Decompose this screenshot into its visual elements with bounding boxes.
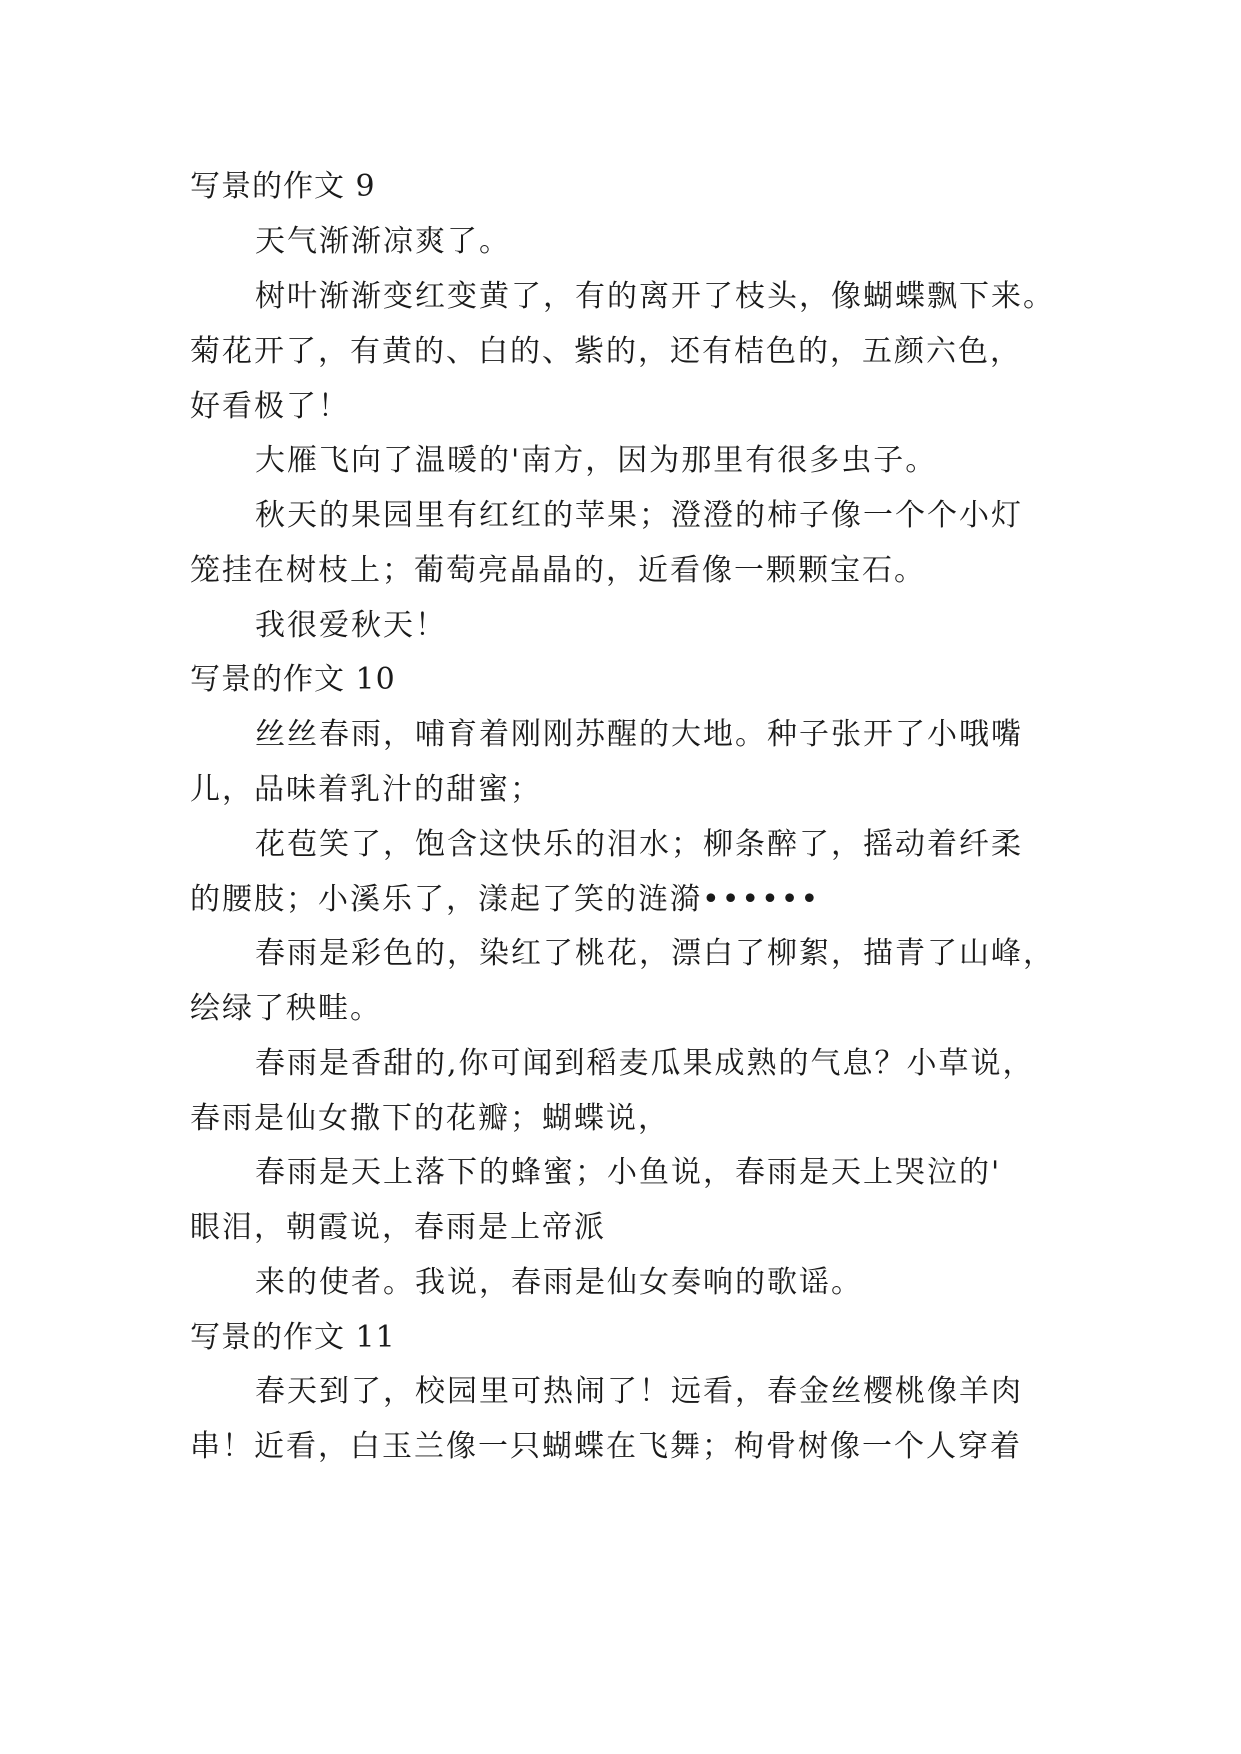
- paragraph-line: 我很爱秋天！: [255, 608, 447, 643]
- paragraph-line: 春雨是天上落下的蜂蜜；小鱼说，春雨是天上哭泣的': [255, 1155, 1002, 1190]
- paragraph-line: 春天到了，校园里可热闹了！远看，春金丝樱桃像羊肉: [255, 1374, 1023, 1409]
- paragraph-line: 树叶渐渐变红变黄了，有的离开了枝头，像蝴蝶飘下来。: [255, 279, 1055, 314]
- paragraph-line: 天气渐渐凉爽了。: [255, 224, 511, 259]
- paragraph-line: 儿，品味着乳汁的甜蜜；: [190, 772, 542, 807]
- paragraph-line: 丝丝春雨，哺育着刚刚苏醒的大地。种子张开了小哦嘴: [255, 717, 1023, 752]
- section-heading: 写景的作文 10: [190, 662, 396, 697]
- paragraph-line: 来的使者。我说，春雨是仙女奏响的歌谣。: [255, 1265, 863, 1300]
- paragraph-line: 串！近看，白玉兰像一只蝴蝶在飞舞；枸骨树像一个人穿着: [190, 1429, 1022, 1464]
- paragraph-line: 好看极了！: [190, 389, 350, 424]
- section-heading: 写景的作文 11: [190, 1320, 396, 1355]
- paragraph-line: 绘绿了秧畦。: [190, 991, 382, 1026]
- paragraph-line: 眼泪，朝霞说，春雨是上帝派: [190, 1210, 606, 1245]
- paragraph-line: 春雨是香甜的,你可闻到稻麦瓜果成熟的气息？小草说，: [255, 1046, 1035, 1081]
- section-heading: 写景的作文 9: [190, 169, 376, 204]
- paragraph-line: 大雁飞向了温暖的'南方，因为那里有很多虫子。: [255, 443, 938, 478]
- paragraph-line: 笼挂在树枝上；葡萄亮晶晶的，近看像一颗颗宝石。: [190, 553, 926, 588]
- paragraph-line: 的腰肢；小溪乐了，漾起了笑的涟漪••••••: [190, 882, 821, 917]
- paragraph-line: 菊花开了，有黄的、白的、紫的，还有桔色的，五颜六色，: [190, 334, 1022, 369]
- paragraph-line: 秋天的果园里有红红的苹果；澄澄的柿子像一个个小灯: [255, 498, 1023, 533]
- paragraph-line: 花苞笑了，饱含这快乐的泪水；柳条醉了，摇动着纤柔: [255, 827, 1023, 862]
- paragraph-line: 春雨是仙女撒下的花瓣；蝴蝶说，: [190, 1101, 670, 1136]
- paragraph-line: 春雨是彩色的，染红了桃花，漂白了柳絮，描青了山峰，: [255, 936, 1055, 971]
